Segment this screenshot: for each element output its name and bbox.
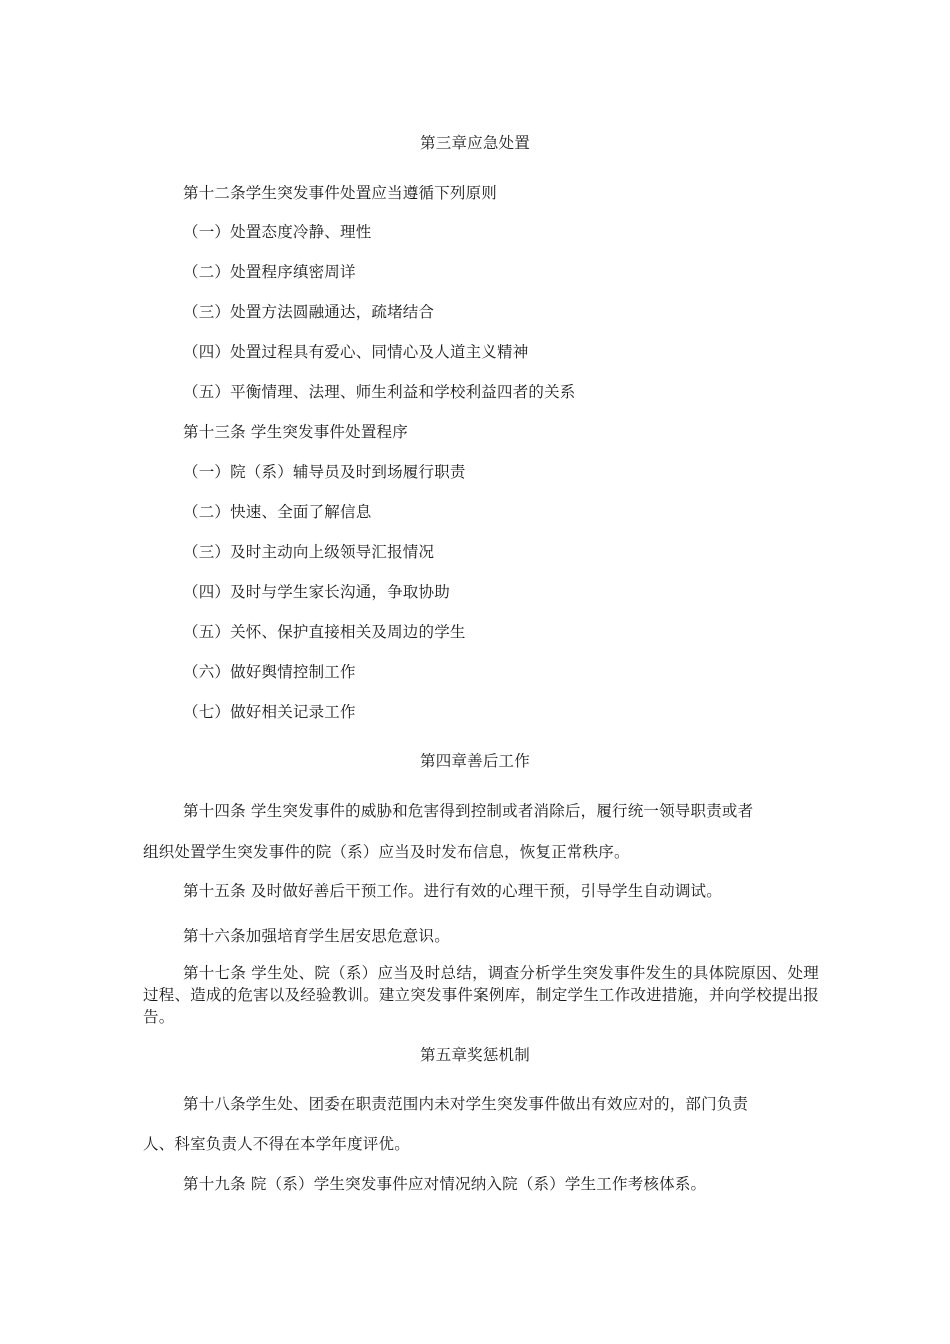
article-15: 第十五条 及时做好善后干预工作。进行有效的心理干预，引导学生自动调试。 xyxy=(183,882,722,900)
article-14-line-2: 组织处置学生突发事件的院（系）应当及时发布信息，恢复正常秩序。 xyxy=(143,843,630,861)
article-13-item-3: （三）及时主动向上级领导汇报情况 xyxy=(183,543,435,561)
article-12-item-5: （五）平衡情理、法理、师生利益和学校利益四者的关系 xyxy=(183,383,576,401)
article-18-line-2: 人、科室负责人不得在本学年度评优。 xyxy=(143,1135,410,1153)
article-13-item-5: （五）关怀、保护直接相关及周边的学生 xyxy=(183,623,466,641)
article-12-item-3: （三）处置方法圆融通达，疏堵结合 xyxy=(183,303,435,321)
article-19: 第十九条 院（系）学生突发事件应对情况纳入院（系）学生工作考核体系。 xyxy=(183,1175,707,1193)
article-17: 第十七条 学生处、院（系）应当及时总结，调查分析学生突发事件发生的具体院原因、处理过程、造成的危害以及经验教训。建立突发事件案例库，制定学生工作改进措施，并向学校提出报告。 xyxy=(143,964,819,1026)
article-13-item-4: （四）及时与学生家长沟通，争取协助 xyxy=(183,583,450,601)
article-14-line-1: 第十四条 学生突发事件的威胁和危害得到控制或者消除后，履行统一领导职责或者 xyxy=(183,802,754,820)
article-13-item-2: （二）快速、全面了解信息 xyxy=(183,503,372,521)
article-12-item-2: （二）处置程序缜密周详 xyxy=(183,263,356,281)
chapter-3-title: 第三章应急处置 xyxy=(420,134,530,152)
chapter-4-title: 第四章善后工作 xyxy=(420,752,530,770)
article-18-line-1: 第十八条学生处、团委在职责范围内未对学生突发事件做出有效应对的，部门负责 xyxy=(183,1095,749,1113)
article-12-heading: 第十二条学生突发事件处置应当遵循下列原则 xyxy=(183,184,498,202)
article-12-item-4: （四）处置过程具有爱心、同情心及人道主义精神 xyxy=(183,343,529,361)
article-13-item-7: （七）做好相关记录工作 xyxy=(183,703,356,721)
chapter-5-title: 第五章奖惩机制 xyxy=(420,1046,530,1064)
article-13-item-6: （六）做好舆情控制工作 xyxy=(183,663,356,681)
article-13-item-1: （一）院（系）辅导员及时到场履行职责 xyxy=(183,463,466,481)
article-12-item-1: （一）处置态度冷静、理性 xyxy=(183,223,372,241)
article-13-heading: 第十三条 学生突发事件处置程序 xyxy=(183,423,408,441)
article-16: 第十六条加强培育学生居安思危意识。 xyxy=(183,927,450,945)
